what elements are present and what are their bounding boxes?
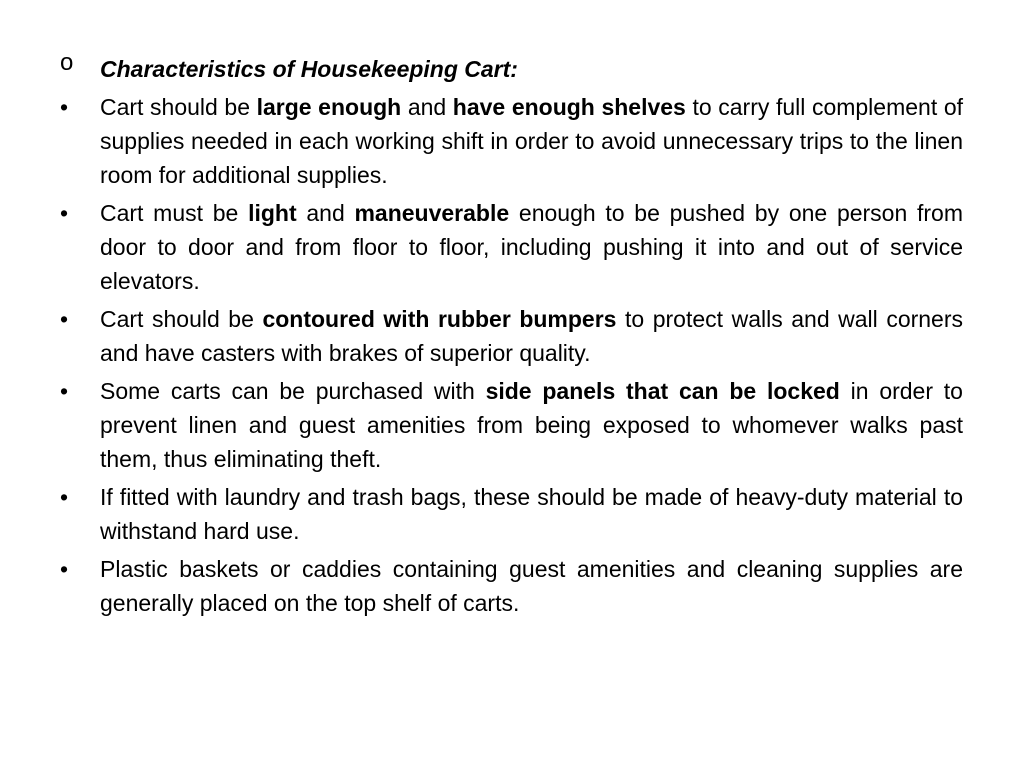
bullet-marker: • bbox=[60, 378, 69, 404]
bullet-text bbox=[100, 378, 963, 472]
bullet-text-bold-segment: large enough bbox=[256, 94, 402, 120]
bullet-text-segment: Cart should be bbox=[100, 306, 263, 332]
bullet-text-segment: Cart must be bbox=[100, 200, 249, 226]
heading-text: Characteristics of Housekeeping Cart: bbox=[100, 56, 518, 82]
bullet-text-segment: to protect walls and wall corners and have casters with brakes of superior quality. bbox=[100, 306, 964, 366]
bullet-item bbox=[60, 196, 963, 298]
bullet-item bbox=[60, 374, 963, 476]
bullet-text-segment: to carry full complement of supplies needed in each working shift in order to avoid unnecessary trips to the linen room for additional supplies. bbox=[100, 94, 964, 188]
bullet-text-segment: enough to be pushed by one person from door to door and from floor to floor, including pushing it into and out of service elevators. bbox=[100, 200, 963, 294]
bullet-text-bold-segment: contoured with rubber bumpers bbox=[262, 306, 617, 332]
bullet-text-segment: and bbox=[401, 94, 453, 120]
bullet-text bbox=[100, 556, 963, 616]
bullet-item bbox=[60, 480, 963, 548]
bullet-text bbox=[100, 94, 963, 188]
bullet-list bbox=[60, 90, 963, 620]
bullet-item bbox=[60, 552, 963, 620]
bullet-text-segment: Some carts can be purchased with bbox=[100, 378, 486, 404]
bullet-text-bold-segment: maneuverable bbox=[354, 200, 510, 226]
bullet-text bbox=[100, 200, 963, 294]
heading-bullet-marker: o bbox=[60, 49, 74, 76]
heading-item bbox=[60, 49, 963, 86]
bullet-text-bold-segment: have enough shelves bbox=[452, 94, 686, 120]
bullet-text-segment: Cart should be bbox=[100, 94, 257, 120]
bullet-text-bold-segment: side panels that can be locked bbox=[485, 378, 840, 404]
bullet-text-segment: and bbox=[296, 200, 355, 226]
bullet-text-segment: in order to prevent linen and guest amenities from being exposed to whomever walks past them, thus eliminating theft. bbox=[100, 378, 963, 472]
bullet-text bbox=[100, 484, 963, 544]
bullet-marker: • bbox=[60, 484, 69, 510]
bullet-marker: • bbox=[60, 306, 69, 332]
bullet-marker: • bbox=[60, 556, 69, 582]
bullet-text bbox=[100, 306, 963, 366]
bullet-text-segment: Plastic baskets or caddies containing guest amenities and cleaning supplies are generally placed on the top shelf of carts. bbox=[100, 556, 963, 616]
bullet-text-segment: If fitted with laundry and trash bags, these should be made of heavy-duty material to withstand hard use. bbox=[100, 484, 963, 544]
bullet-item bbox=[60, 302, 963, 370]
bullet-marker: • bbox=[60, 200, 69, 226]
slide-content bbox=[60, 49, 964, 624]
bullet-marker: • bbox=[60, 94, 69, 120]
bullet-text-bold-segment: light bbox=[248, 200, 297, 226]
bullet-item bbox=[60, 90, 963, 192]
